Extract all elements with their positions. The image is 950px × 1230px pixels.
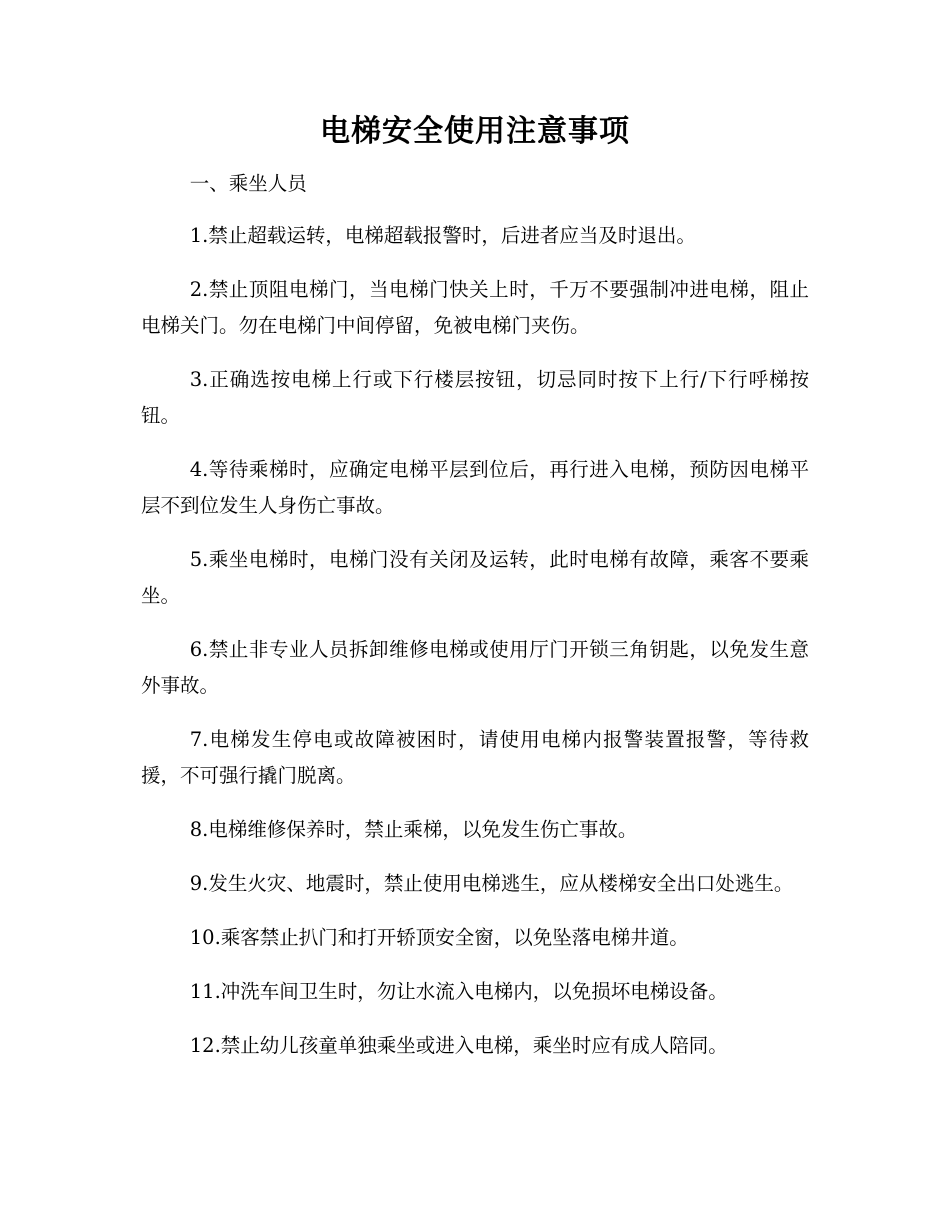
list-item: 9.发生火灾、地震时，禁止使用电梯逃生，应从楼梯安全出口处逃生。 (189, 872, 794, 895)
list-item: 5.乘坐电梯时，电梯门没有关闭及运转，此时电梯有故障，乘客不要乘坐。 (141, 548, 809, 607)
document-body (141, 166, 809, 1082)
list-item: 4.等待乘梯时，应确定电梯平层到位后，再行进入电梯，预防因电梯平层不到位发生人身伤亡事故。 (141, 458, 809, 517)
document-title: 电梯安全使用注意事项 (320, 114, 630, 149)
list-item: 1.禁止超载运转，电梯超载报警时，后进者应当及时退出。 (189, 224, 696, 247)
list-item: 3.正确选按电梯上行或下行楼层按钮，切忌同时按下上行/下行呼梯按钮。 (141, 368, 809, 427)
list-item: 2.禁止顶阻电梯门，当电梯门快关上时，千万不要强制冲进电梯，阻止电梯关门。勿在电梯门中间停留，免被电梯门夹伤。 (141, 278, 809, 337)
section-heading: 一、乘坐人员 (189, 172, 307, 195)
list-item: 10.乘客禁止扒门和打开轿顶安全窗，以免坠落电梯井道。 (189, 926, 689, 949)
list-item: 12.禁止幼儿孩童单独乘坐或进入电梯，乘坐时应有成人陪同。 (189, 1034, 728, 1057)
list-item: 11.冲洗车间卫生时，勿让水流入电梯内，以免损坏电梯设备。 (189, 980, 728, 1003)
list-item: 6.禁止非专业人员拆卸维修电梯或使用厅门开锁三角钥匙，以免发生意外事故。 (141, 638, 809, 697)
list-item: 7.电梯发生停电或故障被困时，请使用电梯内报警装置报警，等待救援，不可强行撬门脱离。 (141, 728, 809, 787)
list-item: 8.电梯维修保养时，禁止乘梯，以免发生伤亡事故。 (189, 818, 638, 841)
